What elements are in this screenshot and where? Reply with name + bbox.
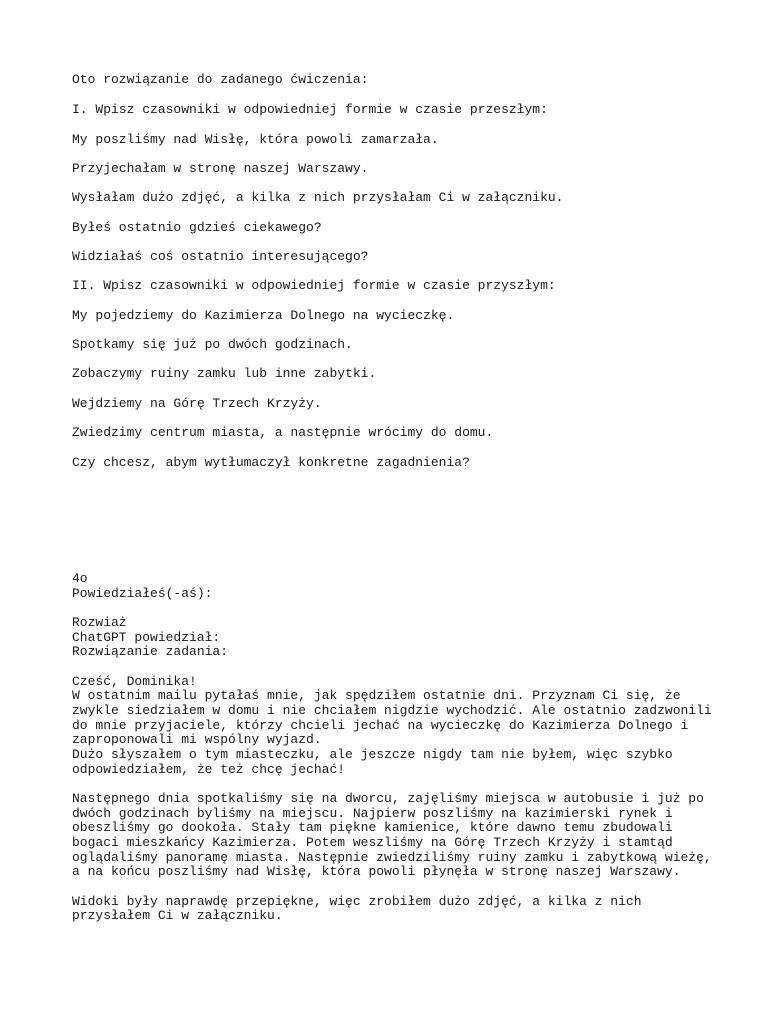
- solution-heading: Rozwiązanie zadania:: [72, 644, 229, 659]
- letter-p2-line: Następnego dnia spotkaliśmy się na dworcu, zajęliśmy miejsca w autobusie i już po: [72, 791, 704, 806]
- model-label: 4o: [72, 571, 88, 586]
- task1-sentence-1: My poszliśmy nad Wisłę, która powoli zamarzała.: [72, 132, 439, 147]
- letter-p1-line: zaproponowali mi wspólny wyjazd.: [72, 732, 322, 747]
- letter-p2-line: bogaci mieszkańcy Kazimierza. Potem weszliśmy na Górę Trzech Krzyży i stamtąd: [72, 835, 673, 850]
- task1-sentence-2: Przyjechałam w stronę naszej Warszawy.: [72, 161, 369, 176]
- task1-sentence-5: Widziałaś coś ostatnio interesującego?: [72, 249, 369, 264]
- letter-p2-line: oglądaliśmy panoramę miasta. Następnie zwiedziliśmy ruiny zamku i zabytkową wieżę,: [72, 850, 712, 865]
- letter-p2-line: dwóch godzinach byliśmy na miejscu. Najpierw poszliśmy na kazimierski rynek i: [72, 806, 673, 821]
- letter-p1-line: zwykle siedziałem w domu i nie chciałem nigdzie wychodzić. Ale ostatnio zadzwonili: [72, 703, 712, 718]
- letter-p1-line: odpowiedziałem, że też chcę jechać!: [72, 762, 346, 777]
- user-said-label: Powiedziałeś(-aś):: [72, 586, 213, 601]
- letter-greeting: Cześć, Dominika!: [72, 674, 197, 689]
- letter-p3-line: przysłałem Ci w załączniku.: [72, 908, 283, 923]
- task1-sentence-4: Byłeś ostatnio gdzieś ciekawego?: [72, 220, 322, 235]
- user-message: Rozwiaż: [72, 615, 127, 630]
- assistant-said-label: ChatGPT powiedział:: [72, 630, 221, 645]
- letter-p1-line: do mnie przyjaciele, którzy chcieli jechać na wycieczkę do Kazimierza Dolnego i: [72, 718, 689, 733]
- task2-sentence-1: My pojedziemy do Kazimierza Dolnego na wycieczkę.: [72, 308, 455, 323]
- letter-p1-line: W ostatnim mailu pytałaś mnie, jak spędziłem ostatnie dni. Przyznam Ci się, że: [72, 688, 681, 703]
- letter-p3-line: Widoki były naprawdę przepiękne, więc zrobiłem dużo zdjęć, a kilka z nich: [72, 894, 642, 909]
- letter-p2-line: a na końcu poszliśmy nad Wisłę, która powoli płynęła w stronę naszej Warszawy.: [72, 864, 681, 879]
- task1-heading: I. Wpisz czasowniki w odpowiedniej formie w czasie przeszłym:: [72, 102, 548, 117]
- task2-sentence-3: Zobaczymy ruiny zamku lub inne zabytki.: [72, 366, 377, 381]
- task1-sentence-3: Wysłałam dużo zdjęć, a kilka z nich przysłałam Ci w załączniku.: [72, 190, 564, 205]
- intro-line: Oto rozwiązanie do zadanego ćwiczenia:: [72, 72, 369, 87]
- letter-p1-line: Dużo słyszałem o tym miasteczku, ale jeszcze nigdy tam nie byłem, więc szybko: [72, 747, 673, 762]
- task2-heading: II. Wpisz czasowniki w odpowiedniej formie w czasie przyszłym:: [72, 278, 556, 293]
- task2-sentence-5: Zwiedzimy centrum miasta, a następnie wrócimy do domu.: [72, 425, 494, 440]
- letter-p2-line: obeszliśmy go dookoła. Stały tam piękne kamienice, które dawno temu zbudowali: [72, 820, 673, 835]
- closing-question: Czy chcesz, abym wytłumaczył konkretne zagadnienia?: [72, 455, 470, 470]
- task2-sentence-4: Wejdziemy na Górę Trzech Krzyży.: [72, 396, 322, 411]
- task2-sentence-2: Spotkamy się już po dwóch godzinach.: [72, 337, 353, 352]
